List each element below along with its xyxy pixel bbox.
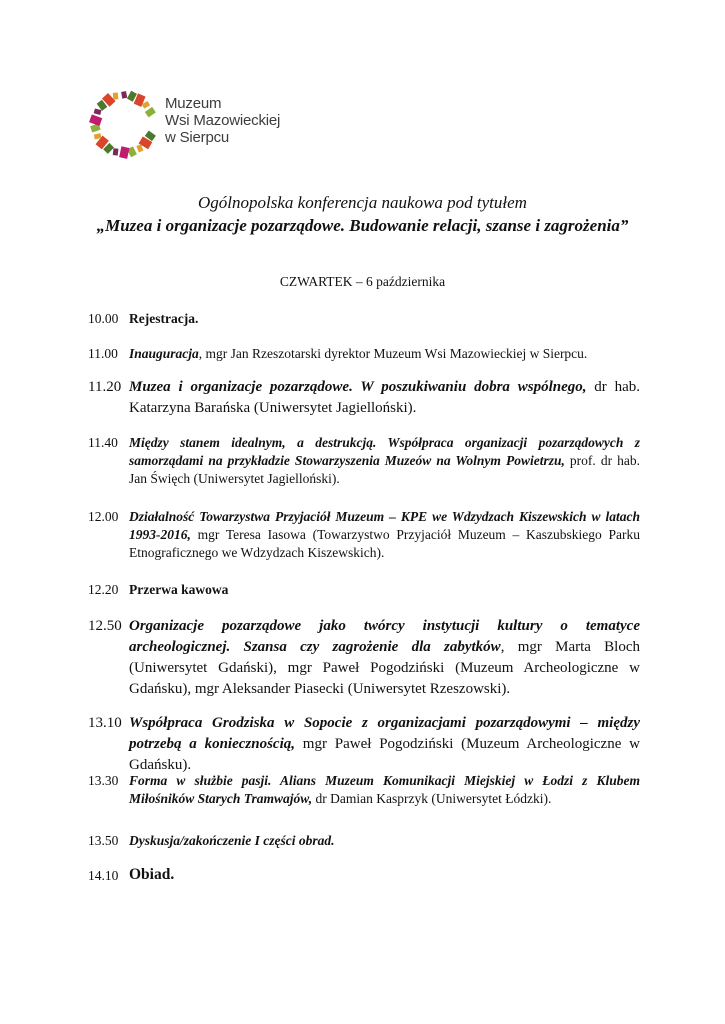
program-item [88, 345, 640, 363]
program-title: Dyskusja/zakończenie I części obrad. [129, 833, 335, 848]
logo-tile [145, 107, 156, 117]
conference-title: „Muzea i organizacje pozarządowe. Budowanie relacji, szanse i zagrożenia” [96, 216, 629, 235]
program-time: 11.20 [88, 379, 122, 395]
program-title: Inauguracja [129, 346, 199, 361]
logo-tile [121, 91, 127, 99]
program-item [88, 377, 640, 419]
program-time: 12.00 [88, 509, 119, 524]
program-title: Rejestracja. [129, 311, 199, 326]
museum-logo [84, 84, 164, 164]
program-item [88, 864, 640, 886]
program-title: Organizacje pozarządowe jako twórcy instytucji kultury o tematyce archeologicznej. Szansa czy zagrożenie dla zabytków [129, 618, 640, 655]
program-time: 13.10 [88, 715, 122, 731]
day-heading: CZWARTEK – 6 października [279, 274, 446, 289]
logo-tile [119, 146, 129, 159]
program-speaker: , mgr Jan Rzeszotarski dyrektor Muzeum Wsi Mazowieckiej w Sierpcu. [198, 346, 588, 361]
program-time: 12.20 [88, 582, 119, 597]
program-speaker: , mgr Marta Bloch (Uniwersytet Gdański), mgr Paweł Pogodziński (Muzeum Archeologiczne w Gdańsku), mgr Aleksander Piasecki (Uniwersytet Rzeszowski). [129, 639, 640, 697]
program-item [88, 713, 640, 776]
program-time: 11.00 [88, 346, 118, 361]
program-item [88, 434, 640, 488]
program-title: Forma w służbie pasji. Alians Muzeum Komunikacji Miejskiej w Łodzi z Klubem Miłośników Starych Tramwajów, [129, 773, 640, 806]
program-title: Działalność Towarzystwa Przyjaciół Muzeum – KPE we Wdzydzach Kiszewskich w latach 1993-2016, [129, 509, 640, 542]
program-item [88, 581, 640, 599]
program-title: Współpraca Grodziska w Sopocie z organizacjami pozarządowymi – między potrzebą a koniecznością, [129, 715, 640, 752]
logo-ring-icon [89, 91, 156, 159]
program-time: 12.50 [88, 618, 122, 634]
museum-name-line: Wsi Mazowieckiej [165, 112, 281, 129]
program-time: 14.10 [88, 868, 119, 883]
program-item [88, 832, 640, 850]
program-time: 10.00 [88, 311, 119, 326]
museum-name [165, 95, 280, 146]
program-title: Między stanem idealnym, a destrukcją. Współpraca organizacji pozarządowych z samorządami na przykładzie Stowarzyszenia Muzeów na Wolnym Powietrzu, [129, 435, 640, 468]
program-speaker: prof. dr hab. Jan Święch (Uniwersytet Jagielloński). [129, 453, 641, 486]
program-title: Muzea i organizacje pozarządowe. W poszukiwaniu dobra wspólnego, [129, 379, 587, 395]
program-title: Przerwa kawowa [129, 582, 229, 597]
program-speaker: mgr Teresa Iasowa (Towarzystwo Przyjaciół Muzeum – Kaszubskiego Parku Etnograficznego we Wdzydzach Kiszewskich). [129, 527, 640, 560]
program-time: 13.30 [88, 773, 119, 788]
conference-subtitle: Ogólnopolska konferencja naukowa pod tytułem [198, 193, 527, 212]
program-speaker: dr Damian Kasprzyk (Uniwersytet Łódzki). [312, 791, 552, 806]
logo-tile [113, 93, 119, 100]
program-time: 11.40 [88, 435, 118, 450]
logo-tile [113, 148, 119, 155]
program-item [88, 310, 640, 328]
program-time: 13.50 [88, 833, 119, 848]
program-speaker: mgr Paweł Pogodziński (Muzeum Archeologiczne w Gdańsku). [129, 736, 640, 773]
museum-name-line: w Sierpcu [165, 129, 230, 146]
program-item [88, 508, 640, 562]
program-speaker: dr hab. Katarzyna Barańska (Uniwersytet Jagielloński). [129, 379, 640, 416]
logo-tile [89, 114, 102, 126]
program-item [88, 772, 640, 808]
logo-tile [94, 108, 102, 115]
museum-name-line: Muzeum [165, 95, 222, 112]
program-item [88, 616, 640, 700]
program-title: Obiad. [129, 866, 175, 883]
